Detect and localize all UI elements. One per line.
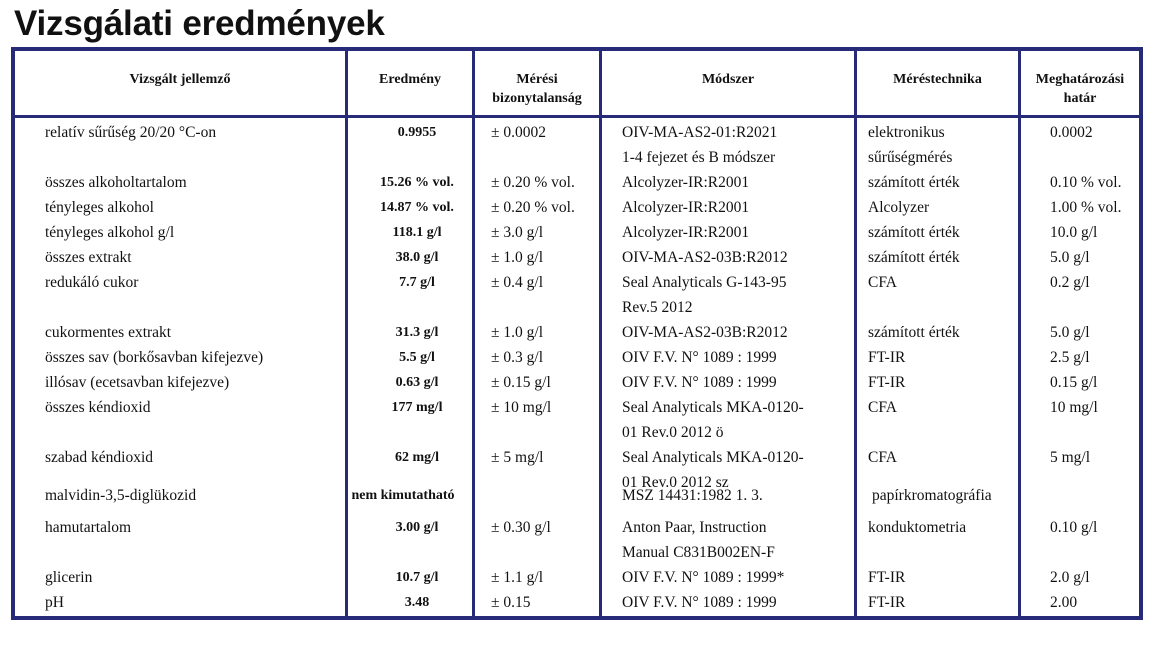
uncertainty-cell: ± 0.20 % vol. bbox=[491, 199, 575, 216]
parameter-cell: összes extrakt bbox=[45, 249, 132, 266]
result-cell: 3.48 bbox=[404, 595, 430, 610]
result-cell: 5.5 g/l bbox=[399, 350, 435, 365]
limit-cell: 0.10 % vol. bbox=[1050, 174, 1122, 191]
header-method: Módszer bbox=[701, 72, 755, 87]
parameter-cell: tényleges alkohol bbox=[45, 199, 154, 216]
method-cell: Alcolyzer-IR:R2001 bbox=[622, 174, 750, 191]
header-limit-line1: Meghatározási bbox=[1035, 72, 1125, 87]
result-cell: 118.1 g/l bbox=[392, 225, 442, 240]
result-cell: 15.26 % vol. bbox=[380, 175, 454, 190]
parameter-cell: illósav (ecetsavban kifejezve) bbox=[45, 374, 230, 391]
result-cell: 31.3 g/l bbox=[395, 325, 439, 340]
uncertainty-cell: ± 0.4 g/l bbox=[491, 274, 543, 291]
header-result: Eredmény bbox=[379, 72, 441, 87]
technique-cell: FT-IR bbox=[868, 349, 906, 366]
header-parameter: Vizsgált jellemző bbox=[129, 72, 231, 87]
technique-cell: Alcolyzer bbox=[868, 199, 930, 216]
uncertainty-cell: ± 3.0 g/l bbox=[491, 224, 543, 241]
technique-cell: elektronikus bbox=[868, 124, 945, 141]
uncertainty-cell: ± 1.1 g/l bbox=[491, 569, 543, 586]
header-limit-line2: határ bbox=[1063, 91, 1097, 106]
result-cell: 38.0 g/l bbox=[395, 250, 439, 265]
method-cell-line2: 1-4 fejezet és B módszer bbox=[622, 149, 776, 166]
table-body bbox=[15, 118, 1139, 616]
limit-cell: 0.10 g/l bbox=[1050, 519, 1098, 536]
table-header bbox=[15, 51, 1139, 118]
technique-cell: CFA bbox=[868, 449, 898, 466]
method-cell: OIV F.V. N° 1089 : 1999* bbox=[622, 569, 785, 586]
uncertainty-cell: ± 0.3 g/l bbox=[491, 349, 543, 366]
parameter-cell: redukáló cukor bbox=[45, 274, 139, 291]
result-cell: 7.7 g/l bbox=[399, 275, 435, 290]
result-cell: 3.00 g/l bbox=[395, 520, 439, 535]
method-cell: Seal Analyticals MKA-0120- bbox=[622, 449, 804, 466]
technique-cell: számított érték bbox=[868, 324, 960, 341]
technique-cell: CFA bbox=[868, 399, 898, 416]
method-cell: Anton Paar, Instruction bbox=[622, 519, 767, 536]
results-table bbox=[11, 47, 1143, 620]
method-cell: OIV F.V. N° 1089 : 1999 bbox=[622, 374, 777, 391]
result-cell: 62 mg/l bbox=[395, 450, 439, 465]
limit-cell: 0.2 g/l bbox=[1050, 274, 1090, 291]
method-cell-line2: 01 Rev.0 2012 ö bbox=[622, 424, 724, 441]
limit-cell: 2.0 g/l bbox=[1050, 569, 1090, 586]
parameter-cell: szabad kéndioxid bbox=[45, 449, 154, 466]
header-technique: Méréstechnika bbox=[893, 72, 982, 87]
method-cell: OIV F.V. N° 1089 : 1999 bbox=[622, 594, 777, 611]
result-cell: 14.87 % vol. bbox=[380, 200, 454, 215]
method-cell-line2: Rev.5 2012 bbox=[622, 299, 693, 316]
limit-cell: 10 mg/l bbox=[1050, 399, 1098, 416]
header-uncertainty-line1: Mérési bbox=[516, 72, 558, 87]
parameter-cell: cukormentes extrakt bbox=[45, 324, 172, 341]
parameter-cell: tényleges alkohol g/l bbox=[45, 224, 175, 241]
result-cell: 0.63 g/l bbox=[395, 375, 439, 390]
method-cell: MSZ 14431:1982 1. 3. bbox=[622, 487, 763, 504]
result-cell: nem kimutatható bbox=[351, 488, 455, 503]
method-cell-line2: Manual C831B002EN-F bbox=[622, 544, 775, 561]
limit-cell: 1.00 % vol. bbox=[1050, 199, 1122, 216]
method-cell: Seal Analyticals G-143-95 bbox=[622, 274, 787, 291]
limit-cell: 0.0002 bbox=[1050, 124, 1093, 141]
limit-cell: 2.00 bbox=[1050, 594, 1078, 611]
parameter-cell: relatív sűrűség 20/20 °C-on bbox=[45, 124, 217, 141]
parameter-cell: összes alkoholtartalom bbox=[45, 174, 187, 191]
method-cell: OIV F.V. N° 1089 : 1999 bbox=[622, 349, 777, 366]
technique-cell: CFA bbox=[868, 274, 898, 291]
uncertainty-cell: ± 1.0 g/l bbox=[491, 249, 543, 266]
technique-cell: számított érték bbox=[868, 224, 960, 241]
header-uncertainty bbox=[475, 70, 599, 108]
uncertainty-cell: ± 0.20 % vol. bbox=[491, 174, 575, 191]
method-cell: Alcolyzer-IR:R2001 bbox=[622, 199, 750, 216]
uncertainty-cell: ± 10 mg/l bbox=[491, 399, 552, 416]
technique-cell: FT-IR bbox=[868, 569, 906, 586]
parameter-cell: pH bbox=[45, 594, 64, 611]
parameter-cell: összes kéndioxid bbox=[45, 399, 151, 416]
header-limit bbox=[1021, 70, 1139, 108]
technique-cell: FT-IR bbox=[868, 594, 906, 611]
result-cell: 177 mg/l bbox=[391, 400, 443, 415]
parameter-cell: malvidin-3,5-diglükozid bbox=[45, 487, 197, 504]
technique-cell: FT-IR bbox=[868, 374, 906, 391]
parameter-cell: glicerin bbox=[45, 569, 93, 586]
uncertainty-cell: ± 1.0 g/l bbox=[491, 324, 543, 341]
header-uncertainty-line2: bizonytalanság bbox=[492, 91, 582, 106]
technique-cell: papírkromatográfia bbox=[872, 487, 992, 504]
limit-cell: 5.0 g/l bbox=[1050, 249, 1090, 266]
uncertainty-cell: ± 0.15 bbox=[491, 594, 531, 611]
uncertainty-cell: ± 0.30 g/l bbox=[491, 519, 551, 536]
uncertainty-cell: ± 0.15 g/l bbox=[491, 374, 551, 391]
method-cell: Alcolyzer-IR:R2001 bbox=[622, 224, 750, 241]
parameter-cell: összes sav (borkősavban kifejezve) bbox=[45, 349, 264, 366]
parameter-cell: hamutartalom bbox=[45, 519, 132, 536]
method-cell: Seal Analyticals MKA-0120- bbox=[622, 399, 804, 416]
method-cell: OIV-MA-AS2-01:R2021 bbox=[622, 124, 778, 141]
limit-cell: 0.15 g/l bbox=[1050, 374, 1098, 391]
uncertainty-cell: ± 0.0002 bbox=[491, 124, 547, 141]
result-cell: 0.9955 bbox=[397, 125, 437, 140]
technique-cell: konduktometria bbox=[868, 519, 967, 536]
method-cell-line2: 01 Rev.0 2012 sz bbox=[622, 474, 729, 491]
method-cell: OIV-MA-AS2-03B:R2012 bbox=[622, 324, 788, 341]
technique-cell: számított érték bbox=[868, 249, 960, 266]
page-title: Vizsgálati eredmények bbox=[14, 4, 385, 43]
limit-cell: 5 mg/l bbox=[1050, 449, 1091, 466]
uncertainty-cell: ± 5 mg/l bbox=[491, 449, 544, 466]
method-cell: OIV-MA-AS2-03B:R2012 bbox=[622, 249, 788, 266]
limit-cell: 10.0 g/l bbox=[1050, 224, 1098, 241]
technique-cell-line2: sűrűségmérés bbox=[868, 149, 953, 166]
result-cell: 10.7 g/l bbox=[395, 570, 439, 585]
limit-cell: 2.5 g/l bbox=[1050, 349, 1090, 366]
technique-cell: számított érték bbox=[868, 174, 960, 191]
limit-cell: 5.0 g/l bbox=[1050, 324, 1090, 341]
